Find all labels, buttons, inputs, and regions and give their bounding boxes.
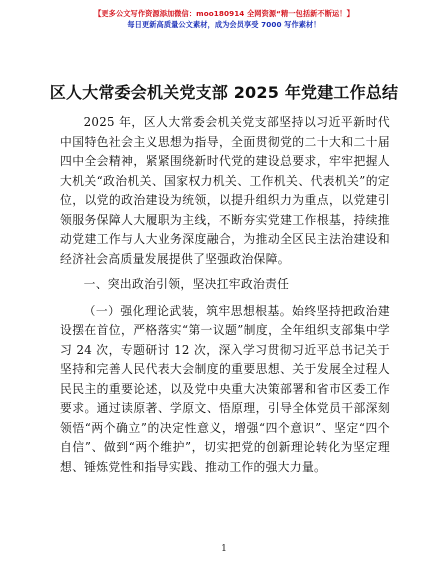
document-title: 区人大常委会机关党支部 2025 年党建工作总结 — [49, 83, 399, 102]
page-number: 1 — [221, 544, 227, 554]
document-body — [60, 113, 390, 483]
promo-banner-line2: 每日更新高质量公文素材，成为会员享受 7000 写作素材！ — [127, 20, 321, 29]
section-heading: 一、突出政治引领，坚决扛牢政治责任 — [83, 277, 290, 291]
intro-paragraph: 2025 年，区人大常委会机关党支部坚持以习近平新时代中国特色社会主义思想为指导，全面贯彻党的二十大和二十届四中全会精神，紧紧围绕新时代党的建设总要求，牢牢把握人大机关“政治机关、国家权力机关、工作机关、代表机关”的定位，以党的政治建设为统领，以提升组织力为重点，以党建引领服务保障人大履职为主线，不断夯实党建工作根基，持续推动党建工作与人大业务深度融合，为推动全区民主法治建设和经济社会高质量发展提供了坚强政治保障。 — [60, 115, 390, 266]
section-paragraph: （一）强化理论武装，筑牢思想根基。始终坚持把政治建设摆在首位，严格落实“第一议题”制度，全年组织支部集中学习 24 次，专题研讨 12 次，深入学习贯彻习近平总书记关于坚持和完善人民代表大会制度的重要思想、关于发展全过程人民民主的重要论述，以及党中央重大决策部署和省市区委工作要求。通过读原著、学原文、悟原理，引导全体党员干部深刻领悟“两个确立”的决定性意义，增强“四个意识”、坚定“四个自信”、做到“两个维护”，切实把党的创新理论转化为坚定理想、锤炼党性和指导实践、推动工作的强大力量。 — [60, 303, 390, 474]
promo-banner-line1: 【更多公文写作资源添加微信：moo180914 全网资源“精一包括新不断运！】 — [94, 9, 354, 18]
promo-banner — [0, 8, 448, 30]
